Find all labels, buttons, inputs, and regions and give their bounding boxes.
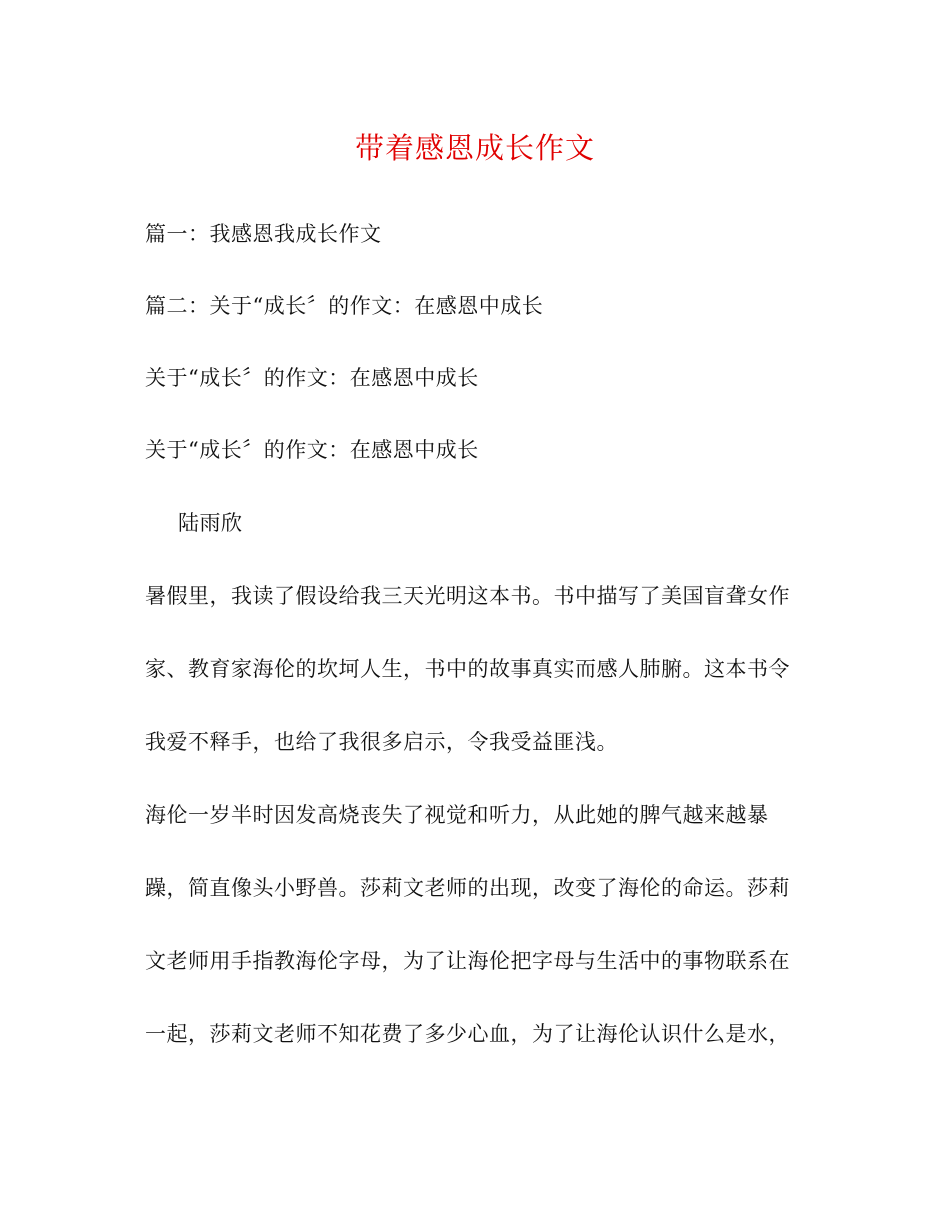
body-line-4: 海伦一岁半时因发高烧丧失了视觉和听力，从此她的脾气越来越暴 (145, 803, 769, 827)
body-line-2: 家、教育家海伦的坎坷人生，书中的故事真实而感人肺腑。这本书令 (145, 657, 790, 681)
heading-line-2: 篇二：关于“成长〞的作文：在感恩中成长 (145, 294, 544, 318)
body-line-7: 一起，莎莉文老师不知花费了多少心血，为了让海伦认识什么是水， (145, 1022, 790, 1046)
document-title: 带着感恩成长作文 (354, 131, 595, 165)
body-line-5: 躁，简直像头小野兽。莎莉文老师的出现，改变了海伦的命运。莎莉 (145, 876, 790, 900)
body-line-3: 我爱不释手，也给了我很多启示，令我受益匪浅。 (145, 730, 618, 754)
heading-line-3: 关于“成长〞的作文：在感恩中成长 (145, 366, 479, 390)
body-line-6: 文老师用手指教海伦字母，为了让海伦把字母与生活中的事物联系在 (145, 949, 790, 973)
body-line-1: 暑假里，我读了假设给我三天光明这本书。书中描写了美国盲聋女作 (145, 584, 790, 608)
author-name: 陆雨欣 (178, 511, 243, 535)
heading-line-4: 关于“成长〞的作文：在感恩中成长 (145, 438, 479, 462)
heading-line-1: 篇一：我感恩我成长作文 (145, 222, 382, 246)
